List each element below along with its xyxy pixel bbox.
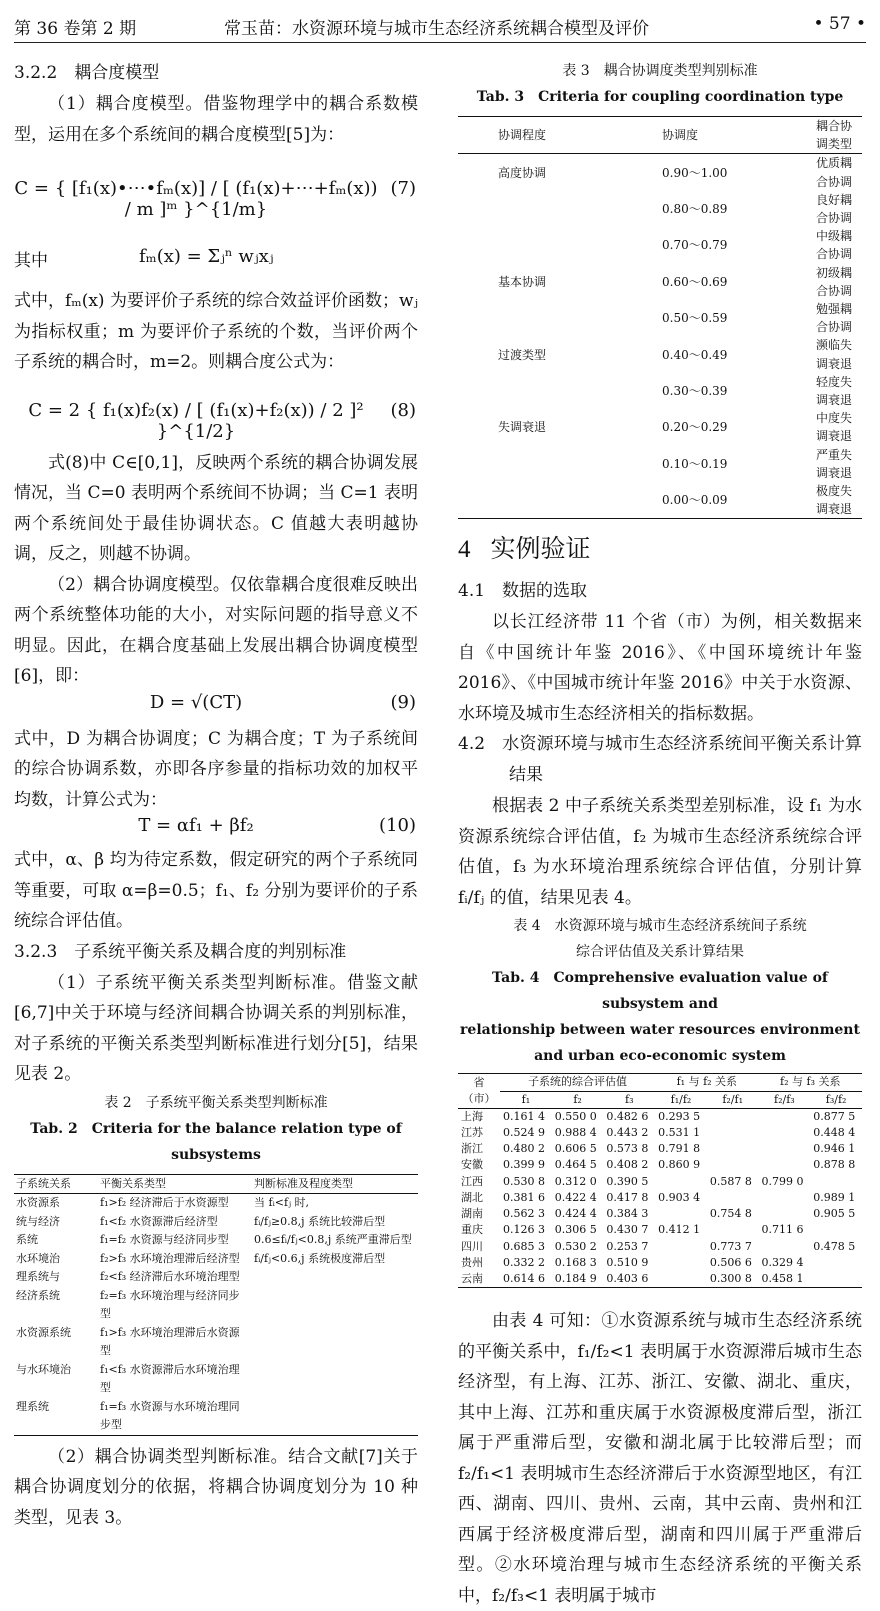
table-2-caption: 表 2 子系统平衡关系类型判断标准 xyxy=(104,1094,328,1111)
table-row: 浙江 0.480 2 0.606 5 0.573 8 0.791 8 0.946 1 xyxy=(461,1142,856,1156)
table-row: 湖北 0.381 6 0.422 4 0.417 8 0.903 4 0.989 1 xyxy=(461,1190,856,1204)
section-3-2-2-heading: 3.2.2 耦合度模型 xyxy=(14,63,160,83)
section-4-2-heading: 4.2 水资源环境与城市生态经济系统间平衡关系计算结果 xyxy=(458,734,862,786)
table-row: 0.80～0.89 良好耦合协调 xyxy=(662,192,853,226)
table-row: 上海 0.161 4 0.550 0 0.482 6 0.293 5 0.877 5 xyxy=(461,1109,856,1123)
table-4-caption-line1: 表 4 水资源环境与城市生态经济系统间子系统 xyxy=(513,918,807,935)
table-header-row: 省 子系统的综合评估值 f₁ 与 f₂ 关系 f₂ 与 f₃ 关系 xyxy=(458,1074,862,1091)
table-row: 江苏 0.524 9 0.988 4 0.443 2 0.531 1 0.448 4 xyxy=(461,1126,856,1140)
left-column xyxy=(14,58,418,1533)
table-row: 0.50～0.59 勉强耦合协调 xyxy=(662,302,853,335)
table-row: 0.00～0.09 极度失调衰退 xyxy=(458,482,862,519)
table-row: 水资源系 f₁>f₂ 经济滞后于水资源型 当 fᵢ<fⱼ 时, xyxy=(16,1196,309,1209)
formula-10: T = αf₁ + βf₂ (10) xyxy=(138,815,416,836)
table-header-row: 子系统关系 平衡关系类型 判断标准及程度类型 xyxy=(14,1174,418,1194)
table-row: 四川 0.685 3 0.530 2 0.253 7 0.773 7 0.478 5 xyxy=(461,1239,856,1253)
table-row: 0.70～0.79 中级耦合协调 xyxy=(662,229,853,262)
table-row: 水资源系统 f₁>f₃ 水环境治理滞后水资源型 xyxy=(16,1325,240,1357)
formula-7: C = { [f₁(x)•⋯•fₘ(x)] / [ (f₁(x)+⋯+fₘ(x)) / m ]ᵐ }^{1/m} (7) xyxy=(14,178,416,220)
table-row: 湖南 0.562 3 0.424 4 0.384 3 0.754 8 0.905 5 xyxy=(461,1207,856,1221)
table-row: 水环境治 f₂>f₃ 水环境治理滞后经济型 fᵢ/fⱼ<0.6,j 系统极度滞后型 xyxy=(16,1251,386,1265)
table-4-caption-en-line2: relationship between water resources environment xyxy=(460,1022,860,1039)
formula-fm: 其中 fₘ(x) = Σⱼⁿ wⱼxⱼ xyxy=(14,246,274,271)
section-3-2-3-heading: 3.2.3 子系统平衡关系及耦合度的判别标准 xyxy=(14,941,347,962)
section-4-heading: 4 实例验证 xyxy=(458,534,591,564)
journal-issue: 第 36 卷第 2 期 xyxy=(14,19,137,39)
table-row: 统与经济 f₁<f₂ 水资源滞后经济型 fᵢ/fⱼ≥0.8,j 系统比较滞后型 xyxy=(16,1214,386,1228)
table-row: 高度协调 0.90～1.00 优质耦合协调 xyxy=(498,156,853,189)
table-3-caption: 表 3 耦合协调度类型判别标准 xyxy=(562,63,758,79)
calculation-paragraph: 根据表 2 中子系统关系类型差别标准，设 f₁ 为水资源系统综合评估值，f₂ 为城市生态经济系统综合评估值，f₃ 为水环境治理系统综合评估值，分别计算 fᵢ/fⱼ 的值，结果见表 4。 xyxy=(458,796,862,908)
results-analysis-paragraph: 由表 4 可知：①水资源系统与城市生态经济系统的平衡关系中，f₁/f₂<1 表明属于水资源滞后城市生态经济型，有上海、江苏、浙江、安徽、湖北、重庆，其中上海、江苏和重庆属于水资源极度滞后型，浙江属于严重滞后型，安徽和湖北属于比较滞后型；而 f₂/f₁<1 表明城市生态经济滞后于水资源型地区，有江西、湖南、四川、贵州、云南，其中云南、贵州和江西属于经济极度滞后型，湖南和四川属于严重滞后型。②水环境治理与城市生态经济系统的平衡关系中，f₂/f₃<1 表明属于城市 xyxy=(458,1311,862,1606)
table-row: 0.10～0.19 严重失调衰退 xyxy=(662,447,853,480)
formula-9-explanation: 式中，D 为耦合协调度；C 为耦合度；T 为子系统间的综合协调系数，亦即各序参量的指标功效的加权平均数，计算公式为： xyxy=(14,728,418,810)
table-row: 基本协调 0.60～0.69 初级耦合协调 xyxy=(498,265,853,298)
table-row: 理系统 f₁=f₃ 水资源与水环境治理同步型 xyxy=(14,1398,418,1436)
table-row: 安徽 0.399 9 0.464 5 0.408 2 0.860 9 0.878 8 xyxy=(461,1158,856,1172)
definitions-paragraph: 式中，fₘ(x) 为要评价子系统的综合效益评价函数；wⱼ 为指标权重；m 为要评价子系统的个数，当评价两个子系统的耦合时，m=2。则耦合度公式为： xyxy=(14,291,419,372)
formula-9: D = √(CT) (9) xyxy=(149,691,416,713)
formula-10-explanation: 式中，α、β 均为待定系数，假定研究的两个子系统同等重要，可取 α=β=0.5；f₁、f₂ 分别为要评价的子系统综合评估值。 xyxy=(14,850,418,931)
table-2-caption-en: Tab. 2 Criteria for the balance relation type of subsystems xyxy=(30,1120,402,1163)
table-row: 失调衰退 0.20～0.29 中度失调衰退 xyxy=(498,411,853,444)
section-4-1-heading: 4.1 数据的选取 xyxy=(458,581,588,602)
table-2 xyxy=(14,1174,418,1436)
formula-8: C = 2 { f₁(x)f₂(x) / [ (f₁(x)+f₂(x)) / 2 ]² }^{1/2} (8) xyxy=(28,399,416,442)
table-row: 江西 0.530 8 0.312 0 0.390 5 0.587 8 0.799 0 xyxy=(461,1174,804,1188)
balance-criteria-paragraph: （1）子系统平衡关系类型判断标准。借鉴文献[6,7]中关于环境与经济间耦合协调关系的判别标准，对子系统的平衡关系类型判断标准进行划分[5]，结果见表 2。 xyxy=(14,972,418,1084)
formula-8-explanation: 式(8)中 C∈[0,1]，反映两个系统的耦合协调发展情况，当 C=0 表明两个系统间不协调；当 C=1 表明两个系统间处于最佳协调状态。C 值越大表明越协调，反之，则越不协调。 xyxy=(14,452,418,564)
table-4 xyxy=(458,1073,862,1288)
table-row: 经济系统 f₂=f₃ 水环境治理与经济同步型 xyxy=(16,1288,240,1320)
data-source-paragraph: 以长江经济带 11 个省（市）为例，相关数据来自《中国统计年鉴 2016》、《中国环境统计年鉴 2016》、《中国城市统计年鉴 2016》中关于水资源、水环境及城市生态经济相关的指标数据。 xyxy=(458,612,862,724)
table-row: 过渡类型 0.40～0.49 濒临失调衰退 xyxy=(498,338,853,371)
running-header xyxy=(14,6,866,43)
table-subheader-row: （市） f₁ f₂ f₃ f₁/f₂ f₂/f₁ f₂/f₃ f₃/f₂ xyxy=(458,1091,862,1108)
table-row: 云南 0.614 6 0.184 9 0.403 6 0.300 8 0.458 1 xyxy=(458,1271,862,1288)
table-3 xyxy=(458,116,862,519)
table-row: 系统 f₁=f₂ 水资源与经济同步型 0.6≤fᵢ/fⱼ<0.8,j 系统严重滞后型 xyxy=(16,1233,412,1246)
table-row: 理系统与 f₂<f₃ 经济滞后水环境治理型 xyxy=(16,1270,240,1283)
article-title: 常玉苗：水资源环境与城市生态经济系统耦合模型及评价 xyxy=(224,19,649,39)
table-row: 与水环境治 f₁<f₃ 水资源滞后水环境治理型 xyxy=(16,1362,240,1394)
coupling-model-paragraph: （1）耦合度模型。借鉴物理学中的耦合系数模型，运用在多个系统间的耦合度模型[5]为： xyxy=(14,94,418,145)
right-column xyxy=(458,58,862,1611)
table-row: 重庆 0.126 3 0.306 5 0.430 7 0.412 1 0.711 6 xyxy=(461,1223,804,1237)
coordination-type-paragraph: （2）耦合协调类型判断标准。结合文献[7]关于耦合协调度划分的依据，将耦合协调度划分为 10 种类型，见表 3。 xyxy=(14,1446,418,1528)
page-number: • 57 • xyxy=(813,14,866,34)
table-4-caption-en-line1: Tab. 4 Comprehensive evaluation value of subsystem and xyxy=(492,970,828,1013)
table-header-row: 协调程度 协调度 耦合协调类型 xyxy=(458,117,862,154)
table-row: 0.30～0.39 轻度失调衰退 xyxy=(662,374,853,408)
table-4-caption-en-line3: and urban eco-economic system xyxy=(534,1048,786,1065)
table-4-caption-line2: 综合评估值及关系计算结果 xyxy=(576,944,744,961)
coordination-model-paragraph: （2）耦合协调度模型。仅依靠耦合度很难反映出两个系统整体功能的大小，对实际问题的指导意义不明显。因此，在耦合度基础上发展出耦合协调度模型[6]，即： xyxy=(14,574,418,686)
table-row: 贵州 0.332 2 0.168 3 0.510 9 0.506 6 0.329 4 xyxy=(461,1255,804,1269)
table-3-caption-en: Tab. 3 Criteria for coupling coordination type xyxy=(476,89,844,105)
